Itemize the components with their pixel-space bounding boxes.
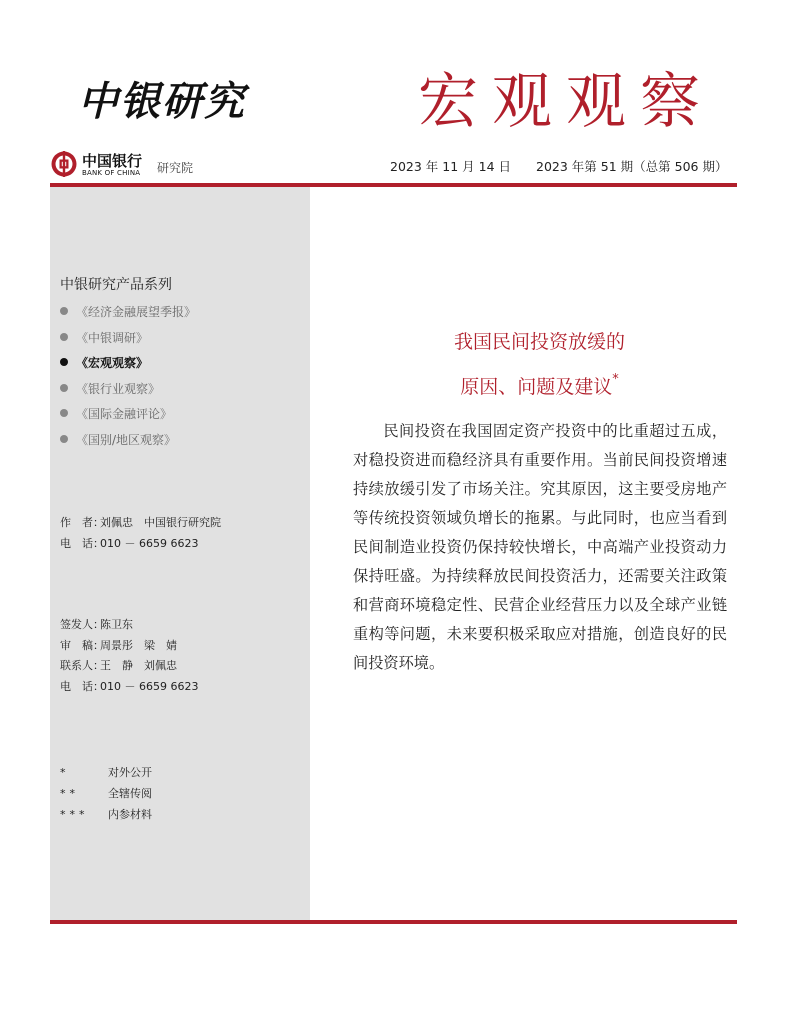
- series-item[interactable]: 《经济金融展望季报》: [60, 303, 196, 329]
- approval-info: [60, 615, 198, 697]
- contact-value: 王 静 刘佩忠: [100, 659, 177, 672]
- phone-value: 010 － 6659 6623: [100, 679, 199, 693]
- author-label: 作 者：: [60, 516, 104, 529]
- author-info: [60, 513, 221, 554]
- phone-label: 电 话：: [60, 536, 104, 550]
- series-list: [60, 303, 196, 456]
- signer-value: 陈卫东: [100, 618, 133, 631]
- article-abstract: 民间投资在我国固定资产投资中的比重超过五成，对稳投资进而稳经济具有重要作用。当前民间投资增速持续放缓引发了市场关注。究其原因，这主要受房地产等传统投资领域负增长的拖累。与此同时，也应当看到民间制造业投资仍保持较快增长，中高端产业投资动力保持旺盛。为持续释放民间投资活力，还需要关注政策和营商环境稳定性、民营企业经营压力以及全球产业链重构等问题，未来要积极采取应对措施，创造良好的民间投资环境。: [353, 422, 727, 672]
- article-title-line2: 原因、问题及建议*: [460, 372, 619, 398]
- reviewer-value: 周景彤 梁 婧: [100, 638, 177, 652]
- footnote-mark: *: [612, 372, 619, 387]
- phone-value: 010 － 6659 6623: [100, 536, 199, 550]
- series-item[interactable]: 《国际金融评论》: [60, 405, 196, 431]
- footer-divider: [50, 920, 737, 924]
- brand-calligraphy-logo: 中银研究: [78, 78, 246, 125]
- article-title-line1: 我国民间投资放缓的: [453, 331, 625, 353]
- star-mark: ***: [60, 808, 89, 821]
- confidentiality-label: 全辖传阅: [108, 787, 152, 800]
- bullet-icon: [60, 409, 68, 417]
- publication-title: 宏观观察: [418, 67, 714, 137]
- bullet-icon: [60, 333, 68, 341]
- confidentiality-legend: [60, 762, 152, 825]
- bullet-icon: [60, 435, 68, 443]
- series-item[interactable]: 《中银调研》: [60, 329, 196, 355]
- series-item-active[interactable]: 《宏观观察》: [60, 354, 196, 380]
- series-item[interactable]: 《国别/地区观察》: [60, 431, 196, 457]
- bullet-icon: [60, 307, 68, 315]
- issue-number: 2023 年第 51 期（总第 506 期）: [536, 159, 728, 174]
- star-mark: *: [60, 766, 70, 779]
- signer-label: 签发人：: [60, 618, 104, 631]
- publish-date: 2023 年 11 月 14 日: [390, 159, 511, 174]
- boc-emblem-icon: [50, 150, 78, 178]
- contact-label: 联系人：: [60, 659, 104, 672]
- bank-name-cn: 中国银行: [82, 152, 143, 170]
- star-mark: **: [60, 787, 79, 800]
- sidebar: [50, 187, 310, 920]
- confidentiality-label: 内参材料: [108, 808, 152, 821]
- bank-name-en: BANK OF CHINA: [82, 169, 141, 177]
- phone-label: 电 话：: [60, 679, 104, 693]
- reviewer-label: 审 稿：: [60, 638, 104, 652]
- bullet-icon: [60, 358, 68, 366]
- confidentiality-label: 对外公开: [108, 766, 152, 779]
- institute-label: 研究院: [157, 161, 194, 175]
- header-info-row: [50, 150, 737, 182]
- author-value: 刘佩忠 中国银行研究院: [100, 516, 221, 529]
- bullet-icon: [60, 384, 68, 392]
- series-item[interactable]: 《银行业观察》: [60, 380, 196, 406]
- series-title: 中银研究产品系列: [60, 277, 172, 293]
